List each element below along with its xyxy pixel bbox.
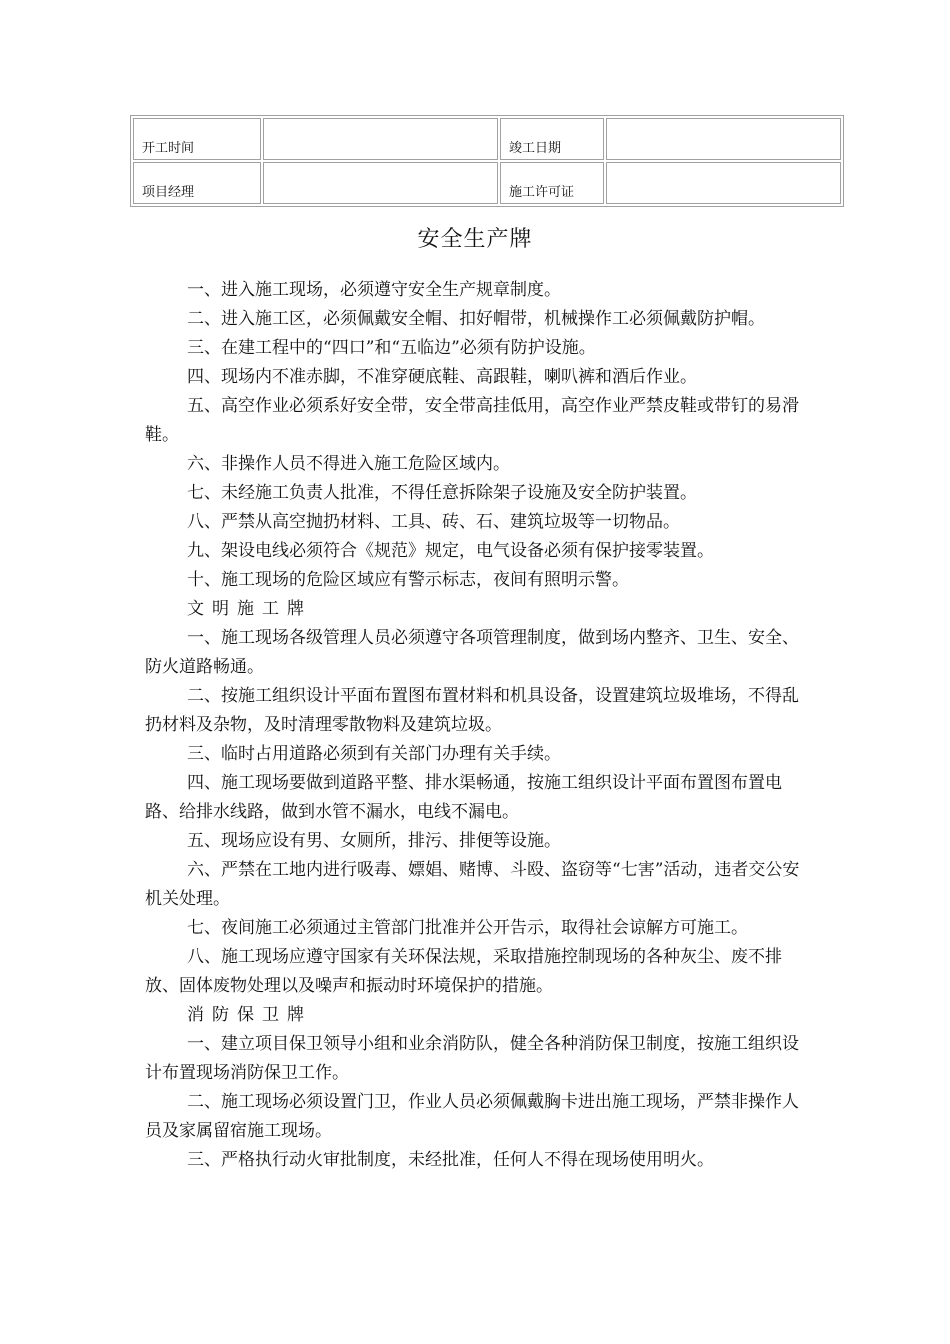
project-manager-label: 项目经理	[133, 162, 261, 204]
civilized-rule-2: 二、按施工组织设计平面布置图布置材料和机具设备，设置建筑垃圾堆场，不得乱扔材料及杂物，及时清理零散物料及建筑垃圾。	[145, 686, 799, 735]
fire-rule-2: 二、施工现场必须设置门卫，作业人员必须佩戴胸卡进出施工现场，严禁非操作人员及家属留宿施工现场。	[145, 1092, 799, 1141]
project-info-table	[130, 115, 844, 207]
completion-date-value	[606, 118, 841, 160]
safety-rule-3: 三、在建工程中的“四口”和“五临边”必须有防护设施。	[187, 338, 596, 358]
civilized-rule-6: 六、严禁在工地内进行吸毒、嫖娼、赌博、斗殴、盗窃等“七害”活动，违者交公安机关处理。	[145, 860, 800, 909]
safety-rule-10: 十、施工现场的危险区域应有警示标志，夜间有照明示警。	[187, 570, 629, 590]
fire-security-heading: 消防保卫牌	[187, 1005, 312, 1025]
safety-rule-5: 五、高空作业必须系好安全带，安全带高挂低用，高空作业严禁皮鞋或带钉的易滑鞋。	[145, 396, 799, 445]
civilized-rule-8: 八、施工现场应遵守国家有关环保法规，采取措施控制现场的各种灰尘、废不排放、固体废物处理以及噪声和振动时环境保护的措施。	[145, 947, 782, 996]
civilized-construction-heading: 文明施工牌	[187, 599, 312, 619]
completion-date-label: 竣工日期	[500, 118, 604, 160]
civilized-rule-7: 七、夜间施工必须通过主管部门批准并公开告示，取得社会谅解方可施工。	[187, 918, 748, 938]
fire-rule-1: 一、建立项目保卫领导小组和业余消防队，健全各种消防保卫制度，按施工组织设计布置现场消防保卫工作。	[145, 1034, 799, 1083]
document-body	[145, 276, 810, 1175]
safety-rule-9: 九、架设电线必须符合《规范》规定，电气设备必须有保护接零装置。	[187, 541, 714, 561]
safety-rule-2: 二、进入施工区，必须佩戴安全帽、扣好帽带，机械操作工必须佩戴防护帽。	[187, 309, 765, 329]
page-title: 安全生产牌	[417, 227, 533, 252]
start-time-value	[263, 118, 498, 160]
safety-rule-8: 八、严禁从高空抛扔材料、工具、砖、石、建筑垃圾等一切物品。	[187, 512, 680, 532]
safety-rule-6: 六、非操作人员不得进入施工危险区域内。	[187, 454, 510, 474]
safety-rule-4: 四、现场内不准赤脚，不准穿硬底鞋、高跟鞋，喇叭裤和酒后作业。	[187, 367, 697, 387]
table-row	[133, 162, 841, 204]
construction-permit-value	[606, 162, 841, 204]
start-time-label: 开工时间	[133, 118, 261, 160]
civilized-rule-1: 一、施工现场各级管理人员必须遵守各项管理制度，做到场内整齐、卫生、安全、防火道路畅通。	[145, 628, 799, 677]
table-row	[133, 118, 841, 160]
project-manager-value	[263, 162, 498, 204]
safety-rule-1: 一、进入施工现场，必须遵守安全生产规章制度。	[187, 280, 561, 300]
safety-rule-7: 七、未经施工负责人批准，不得任意拆除架子设施及安全防护装置。	[187, 483, 697, 503]
construction-permit-label: 施工许可证	[500, 162, 604, 204]
civilized-rule-5: 五、现场应设有男、女厕所，排污、排便等设施。	[187, 831, 561, 851]
civilized-rule-4: 四、施工现场要做到道路平整、排水渠畅通，按施工组织设计平面布置图布置电路、给排水线路，做到水管不漏水，电线不漏电。	[145, 773, 782, 822]
fire-rule-3: 三、严格执行动火审批制度，未经批准，任何人不得在现场使用明火。	[187, 1150, 714, 1170]
civilized-rule-3: 三、临时占用道路必须到有关部门办理有关手续。	[187, 744, 561, 764]
